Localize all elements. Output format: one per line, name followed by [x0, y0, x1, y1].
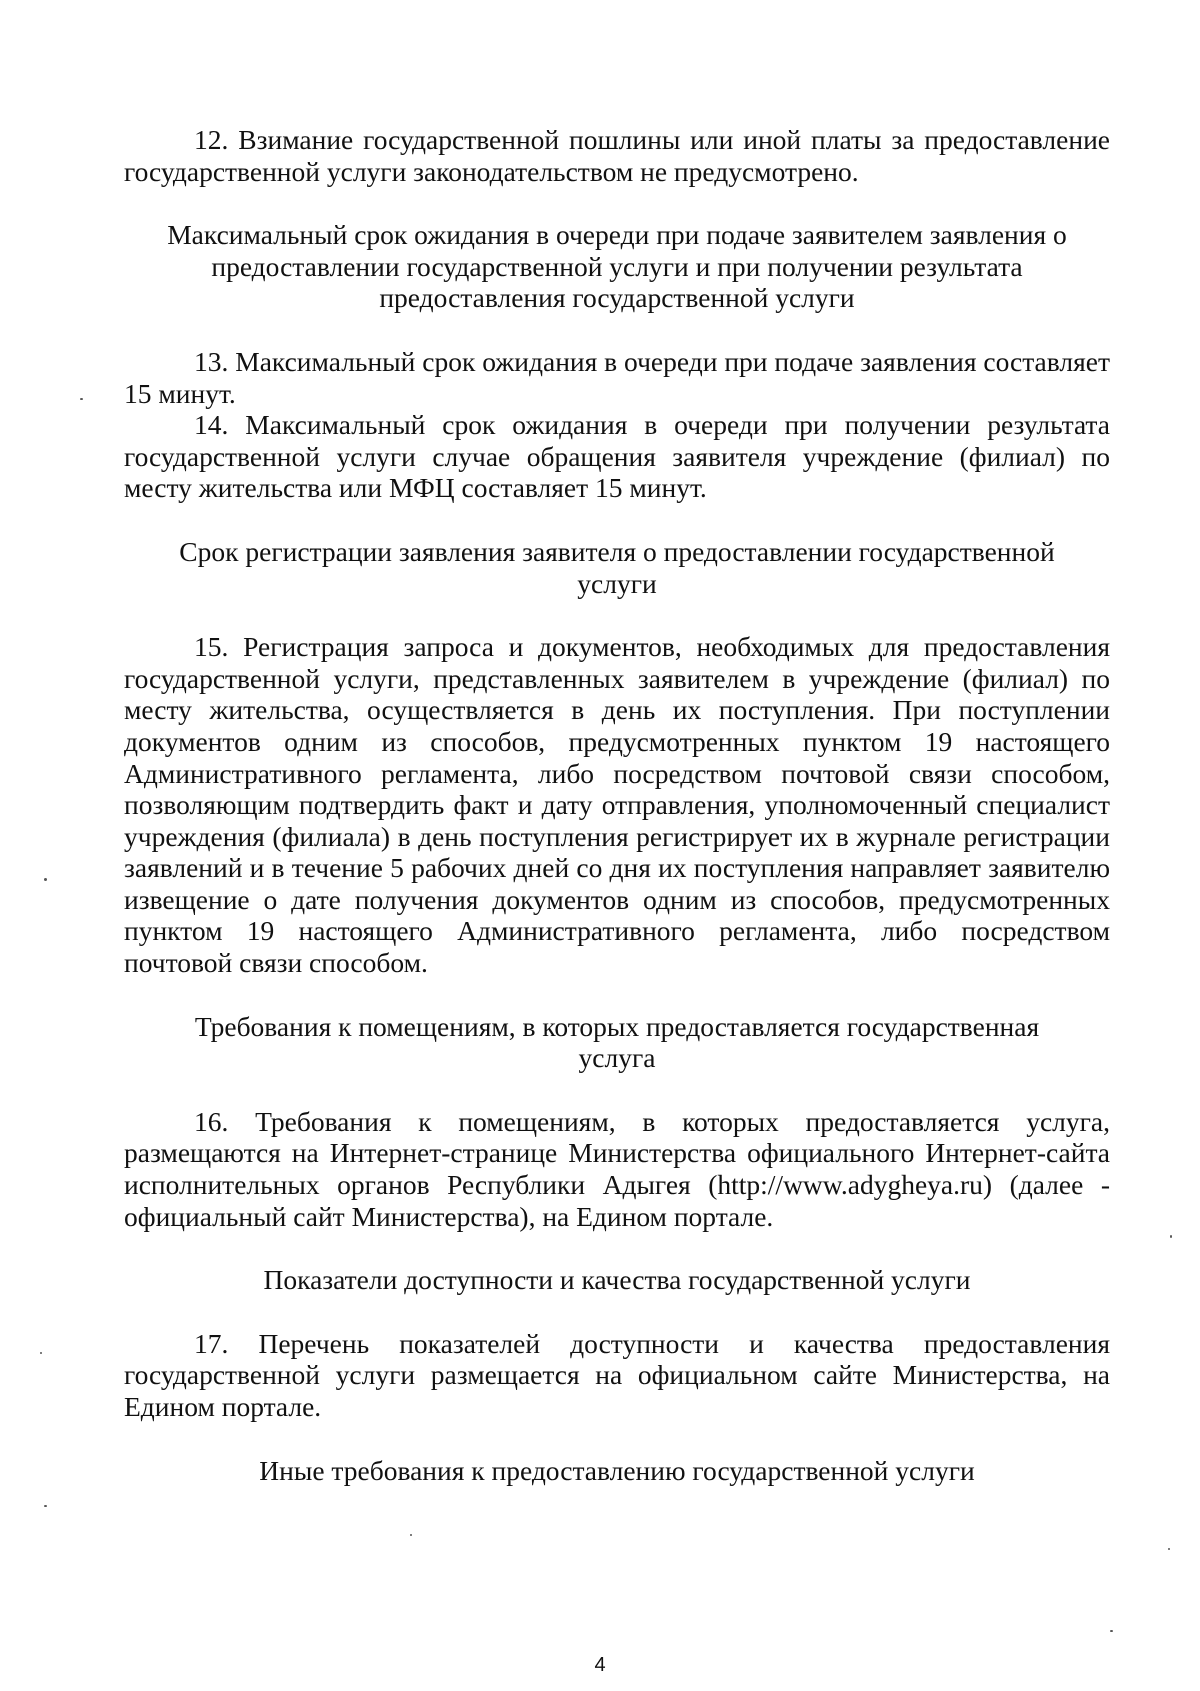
heading-registration-term: Срок регистрации заявления заявителя о предоставлении государственной услуги [179, 535, 1055, 599]
scan-speck [44, 1505, 47, 1507]
paragraph-14: 14. Максимальный срок ожидания в очереди при получении результата государственной услуги случае обращения заявителя учреждение (филиал) по месту жительства или МФЦ составляет 15 минут. [124, 409, 1110, 504]
scan-speck [1110, 1630, 1113, 1632]
paragraph-12: 12. Взимание государственной пошлины или иной платы за предоставление государственной услуги законодательством не предусмотрено. [124, 124, 1110, 187]
heading-premises-requirements: Требования к помещениям, в которых предоставляется государственная услуга [194, 1010, 1040, 1074]
heading-max-waiting-time: Максимальный срок ожидания в очереди при подаче заявителем заявления о предоставлении государственной услуги и при получении результата предоставления государственной услуги [167, 219, 1067, 314]
heading-other-requirements: Иные требования к предоставлению государственной услуги [259, 1454, 975, 1486]
paragraph-13: 13. Максимальный срок ожидания в очереди при подаче заявления составляет 15 минут. [124, 345, 1110, 409]
paragraph-16: 16. Требования к помещениям, в которых предоставляется услуга, размещаются на Интернет-странице Министерства официального Интернет-сайта исполнительных органов Республики Адыгея (http://www.adygheya.ru) (далее - официальный сайт Министерства), на Едином портале. [124, 1105, 1110, 1232]
scan-speck [80, 398, 83, 400]
scan-speck [1170, 1235, 1172, 1238]
scan-speck [1168, 1548, 1170, 1550]
page-number: 4 [594, 1654, 606, 1676]
scan-speck [40, 1352, 42, 1354]
heading-accessibility-quality: Показатели доступности и качества государственной услуги [263, 1264, 971, 1296]
paragraph-17: 17. Перечень показателей доступности и качества предоставления государственной услуги размещается на официальном сайте Министерства, на Едином портале. [124, 1327, 1110, 1422]
paragraph-15: 15. Регистрация запроса и документов, необходимых для предоставления государственной услуги, представленных заявителем в учреждение (филиал) по месту жительства, осуществляется в день их поступления. При поступлении документов одним из способов, предусмотренных пунктом 19 настоящего Административного регламента, либо посредством почтовой связи способом, позволяющим подтвердить факт и дату отправления, уполномоченный специалист учреждения (филиала) в день поступления регистрирует их в журнале регистрации заявлений и в течение 5 рабочих дней со дня их поступления направляет заявителю извещение о дате получения документов одним из способов, предусмотренных пунктом 19 настоящего Административного регламента, либо посредством почтовой связи способом. [124, 631, 1110, 979]
scan-speck [44, 878, 47, 881]
page-content [124, 124, 1110, 1486]
scan-speck [410, 1534, 412, 1536]
